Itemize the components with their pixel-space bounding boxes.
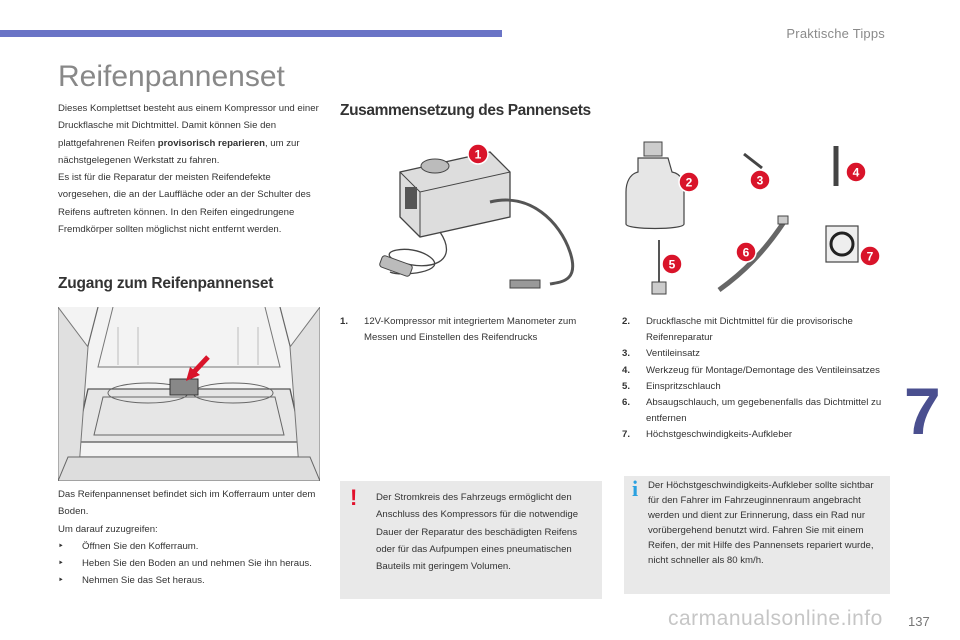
list-item: 3. Ventileinsatz: [622, 348, 700, 360]
warning-text: Der Stromkreis des Fahrzeugs ermöglicht den Anschluss des Kompressors für die notwendige Dauer der Reparatur des beschädigten Reifens oder für das Aufpumpen eines pneumatischen Bauteils mit geringem Volumen.: [376, 492, 579, 573]
intro-p2: Es ist für die Reparatur der meisten Reifendefekte vorgesehen, die an der Lauffläche oder an der Schulter des Reifens auftreten können. In den Reifen eingedrungene Fremdkörper sollten möglichst nicht entfernt werden.: [58, 172, 311, 236]
info-icon: i: [632, 476, 639, 501]
access-step: ‣ Heben Sie den Boden an und nehmen Sie ihn heraus.: [58, 555, 320, 572]
list-item: 6. Absaugschlauch, um gegebenenfalls das Dichtmittel zu entfernen: [622, 397, 882, 425]
composition-list-left: [340, 314, 602, 346]
warning-box: [340, 481, 602, 599]
intro-text: [58, 100, 320, 238]
access-howto: Um darauf zuzugreifen:: [58, 523, 158, 535]
list-item: 2. Druckflasche mit Dichtmittel für die provisorische Reifenreparatur: [622, 316, 853, 344]
callout-4-label: 4: [852, 165, 860, 180]
composition-list-right: [622, 314, 890, 444]
list-item: 7. Höchstgeschwindigkeits-Aufkleber: [622, 429, 793, 441]
accessories-illustration: [614, 132, 890, 302]
access-heading: Zugang zum Reifenpannenset: [58, 275, 274, 292]
access-step: ‣ Öffnen Sie den Kofferraum.: [58, 538, 320, 555]
info-text: Der Höchstgeschwindigkeits-Aufkleber sollte sichtbar für den Fahrer im Fahrzeuginnenraum angebracht werden und dient zur Erinnerung, dass ein Rad nur vorübergehend benutzt wird. Fahren Sie mit einem Reifen, der mit Hilfe des Pannensets repariert wurde, nicht schneller als 80 km/h.: [648, 480, 874, 567]
list-item: 1. 12V-Kompressor mit integriertem Manometer zum Messen und Einstellen des Reifendrucks: [340, 316, 577, 344]
boot-illustration: [58, 307, 320, 481]
access-step: ‣ Nehmen Sie das Set heraus.: [58, 572, 320, 589]
warning-icon: !: [350, 485, 358, 510]
bullet-icon: ‣: [58, 575, 64, 587]
intro-p1-start: Dieses Komplettset besteht aus einem Kompressor und einer Druckflasche mit Dichtmittel. Damit können Sie den plattgefahrenen Reifen: [58, 103, 319, 149]
list-item: 5. Einspritzschlauch: [622, 380, 721, 392]
bullet-icon: ‣: [58, 558, 64, 570]
intro-p1-bold: provisorisch reparieren: [157, 137, 265, 149]
callout-6-label: 6: [742, 245, 750, 260]
boot-photo: [58, 307, 320, 481]
callout-7-label: 7: [866, 249, 874, 264]
intro-p1-end: , um zur nächstgelegenen Werkstatt zu fahren.: [58, 137, 300, 166]
callout-3-label: 3: [756, 173, 764, 188]
callout-2-label: 2: [685, 175, 693, 190]
page-title: Reifenpannenset: [58, 60, 285, 93]
compressor-illustration: [340, 132, 602, 302]
access-location: Das Reifenpannenset befindet sich im Kofferraum unter dem Boden.: [58, 489, 316, 518]
watermark: carmanualsonline.info: [668, 607, 883, 630]
callout-1-label: 1: [474, 147, 482, 162]
access-instructions: [58, 486, 320, 590]
page-number: 137: [908, 614, 930, 629]
callout-5-label: 5: [668, 257, 676, 272]
accessories-drawing: [614, 132, 890, 302]
info-box: [624, 476, 890, 594]
header-accent-bar: [0, 30, 502, 37]
compressor-drawing: [340, 132, 602, 302]
composition-heading: Zusammensetzung des Pannensets: [340, 102, 591, 119]
section-title: Praktische Tipps: [786, 26, 885, 41]
bullet-icon: ‣: [58, 540, 64, 552]
list-item: 4. Werkzeug für Montage/Demontage des Ventileinsatzes: [622, 364, 880, 376]
chapter-number: 7: [904, 374, 941, 448]
